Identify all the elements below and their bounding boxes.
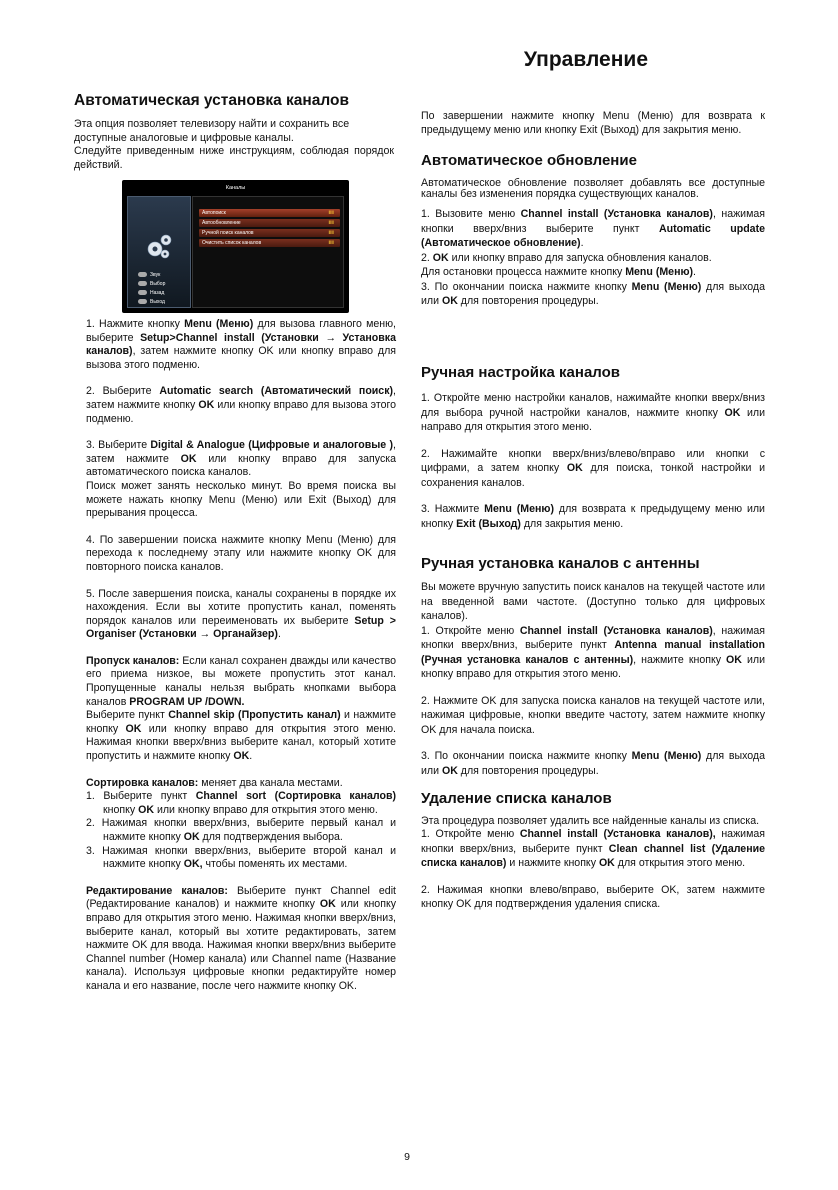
auto-update-step-1: 1. Вызовите меню Channel install (Установка каналов), нажимая кнопки вверх/вниз выберите пункт Automatic update (Автоматическое обновление). xyxy=(421,208,765,249)
remote-key-icon xyxy=(138,281,147,286)
antenna-intro: Вы можете вручную запустить поиск каналов на текущей частоте или на введенной вами частоте. (Доступно только для цифровых каналов). xyxy=(421,581,765,622)
auto-update-intro: Автоматическое обновление позволяет добавлять все доступные каналы без изменения порядка существующих каналов. xyxy=(421,177,765,200)
manual-step-2: 2. Нажимайте кнопки вверх/вниз/влево/вправо или кнопки с цифрами, а затем кнопку OK для поиска, тонкой настройки и сохранения каналов. xyxy=(421,447,765,489)
delete-intro: Эта процедура позволяет удалить все найденные каналы из списка. xyxy=(421,815,760,827)
auto-update-section xyxy=(421,178,765,309)
section-heading-antenna: Ручная установка каналов с антенны xyxy=(421,555,700,572)
sort-step-1: 1. Выберите пункт Channel sort (Сортировка каналов) кнопку OK или кнопку вправо для открытия этого меню. xyxy=(86,790,396,816)
intro-paragraph-2: Следуйте приведенным ниже инструкциям, соблюдая порядок действий. xyxy=(74,145,394,171)
remote-key-icon xyxy=(138,290,147,295)
antenna-section xyxy=(421,580,765,778)
step-1: 1. Нажмите кнопку Menu (Меню) для вызова главного меню, выберите Setup>Channel install (Установки → Установка каналов), затем нажмите кнопку OK или кнопку вправо для вызова этого подменю. xyxy=(86,318,396,371)
sort-step-2: 2. Нажимая кнопки вверх/вниз, выберите первый канал и нажмите кнопку OK для подтверждения выбора. xyxy=(86,817,396,843)
antenna-step-2: 2. Нажмите OK для запуска поиска каналов на текущей частоте или, нажимая цифровые, кнопки введите частоту, затем нажмите кнопку OK для начала поиска. xyxy=(421,694,765,736)
menu-title: Каналы xyxy=(225,185,246,191)
page-number: 9 xyxy=(404,1151,410,1163)
skip-channels-paragraph: Пропуск каналов: Если канал сохранен дважды или качество его приема низкое, вы можете пропустить этот канал. Пропущенные каналы нельзя выбрать кнопками выбора каналов PROGRAM UP /DOWN. xyxy=(86,654,397,708)
auto-update-stop-note: Для остановки процесса нажмите кнопку Menu (Меню). xyxy=(421,266,696,278)
auto-update-step-2: 2. OK или кнопку вправо для запуска обновления каналов. xyxy=(421,251,712,264)
auto-install-intro xyxy=(74,118,394,171)
section-heading-delete-list: Удаление списка каналов xyxy=(421,790,612,807)
menu-item-autoupdate[interactable]: Автообновление ⅢⅢ xyxy=(199,219,340,227)
step-3: 3. Выберите Digital & Analogue (Цифровые и аналоговые ), затем нажмите OK или кнопку вправо для запуска автоматического поиска каналов. xyxy=(86,439,397,479)
section-heading-manual-tuning: Ручная настройка каналов xyxy=(421,364,620,381)
step-4: 4. По завершении поиска нажмите кнопку Menu (Меню) для перехода к последнему этапу или нажмите кнопку OK для повторного поиска каналов. xyxy=(86,533,396,573)
step-5: 5. После завершения поиска, каналы сохранены в порядке их нахождения. Если вы хотите пропустить канал, поменять порядок каналов или переименовать их выберите Setup > Organiser (Установки → Органайзер). xyxy=(86,587,396,641)
manual-tuning-section xyxy=(421,391,765,531)
page-title: Управление xyxy=(523,48,648,71)
sort-step-3: 3. Нажимая кнопки вверх/вниз, выберите второй канал и нажмите кнопку OK, чтобы поменять их местами. xyxy=(86,844,396,871)
menu-items-panel xyxy=(192,196,344,308)
skip-channels-instructions: Выберите пункт Channel skip (Пропустить канал) и нажмите кнопку OK или кнопку вправо для открытия этого меню. Нажимая кнопки вверх/вниз выберите канал, который хотите пропустить и нажмите кнопку OK. xyxy=(86,709,397,763)
step-2: 2. Выберите Automatic search (Автоматический поиск), затем нажмите кнопку OK или кнопку вправо для вызова этого подменю. xyxy=(86,385,396,425)
manual-step-1: 1. Откройте меню настройки каналов, нажимайте кнопки вверх/вниз для выбора ручной настройки каналов, нажмите кнопку OK или направо для открытия этого меню. xyxy=(421,392,765,433)
delete-step-1: 1. Откройте меню Channel install (Установка каналов), нажимая кнопки вверх/вниз, выберите пункт Clean channel list (Удаление списка каналов) и нажмите кнопку OK для открытия этого меню. xyxy=(421,828,765,869)
menu-button-select[interactable]: Выбор xyxy=(138,280,188,288)
menu-button-back[interactable]: Назад xyxy=(138,289,188,297)
gear-icon xyxy=(142,229,176,263)
menu-button-sound[interactable]: Звук xyxy=(138,271,188,279)
menu-item-autosearch[interactable]: Автопоиск ⅢⅢ xyxy=(199,209,340,217)
antenna-step-3: 3. По окончании поиска нажмите кнопку Menu (Меню) для выхода или OK для повторения процедуры. xyxy=(421,750,766,777)
delete-step-2: 2. Нажимая кнопки влево/вправо, выберите OK, затем нажмите кнопку OK для подтверждения удаления списка. xyxy=(421,883,765,910)
menu-item-manual-search[interactable]: Ручной поиск каналов ⅢⅢ xyxy=(199,229,340,237)
remote-key-icon xyxy=(138,299,147,304)
menu-button-exit[interactable]: Выход xyxy=(138,298,188,306)
auto-update-step-3: 3. По окончании поиска нажмите кнопку Menu (Меню) для выхода или OK для повторения процедуры. xyxy=(421,280,766,307)
menu-item-clear-list[interactable]: Очистить список каналов ⅢⅢ xyxy=(199,239,340,247)
edit-channels-paragraph: Редактирование каналов: Выберите пункт Channel edit (Редактирование каналов) и нажмите кнопку OK или кнопку вправо для открытия этого меню. Нажимая кнопки вверх/вниз, выберите канал, который вы хотите редактировать, затем нажмите OK для ввода. Нажимая кнопки вверх/вниз выберите Channel number (Номер канала) или Channel name (Название канала). Используя цифровые кнопки редактируйте номер канала и его название, после чего нажмите кнопку OK. xyxy=(86,884,396,992)
remote-key-icon xyxy=(138,272,147,277)
section-heading-auto-update: Автоматическое обновление xyxy=(421,152,637,169)
sort-channels-heading: Сортировка каналов: меняет два канала местами. xyxy=(86,776,343,789)
antenna-step-1: 1. Откройте меню Channel install (Установка каналов), нажимая кнопки вверх/вниз, выберите пункт Antenna manual installation (Ручная установка каналов с антенны), нажмите кнопку OK или кнопку вправо для открытия этого меню. xyxy=(421,624,765,680)
menu-side-panel xyxy=(127,196,191,308)
right-top-paragraph: По завершении нажмите кнопку Menu (Меню) для возврата к предыдущему меню или кнопку Exit (Выход) для закрытия меню. xyxy=(421,110,765,136)
delete-list-section xyxy=(421,816,765,912)
step-3-note: Поиск может занять несколько минут. Во время поиска вы можете нажать кнопку Menu (Меню) или Exit (Выход) для прерывания процесса. xyxy=(86,479,396,520)
channels-menu-screenshot xyxy=(122,180,349,313)
section-heading-auto-install: Автоматическая установка каналов xyxy=(74,92,350,109)
intro-paragraph-1: Эта опция позволяет телевизору найти и сохранить все доступные аналоговые и цифровые каналы. xyxy=(74,118,350,144)
left-steps xyxy=(86,318,396,994)
manual-step-3: 3. Нажмите Menu (Меню) для возврата к предыдущему меню или кнопку Exit (Выход) для закрытия меню. xyxy=(421,503,765,530)
